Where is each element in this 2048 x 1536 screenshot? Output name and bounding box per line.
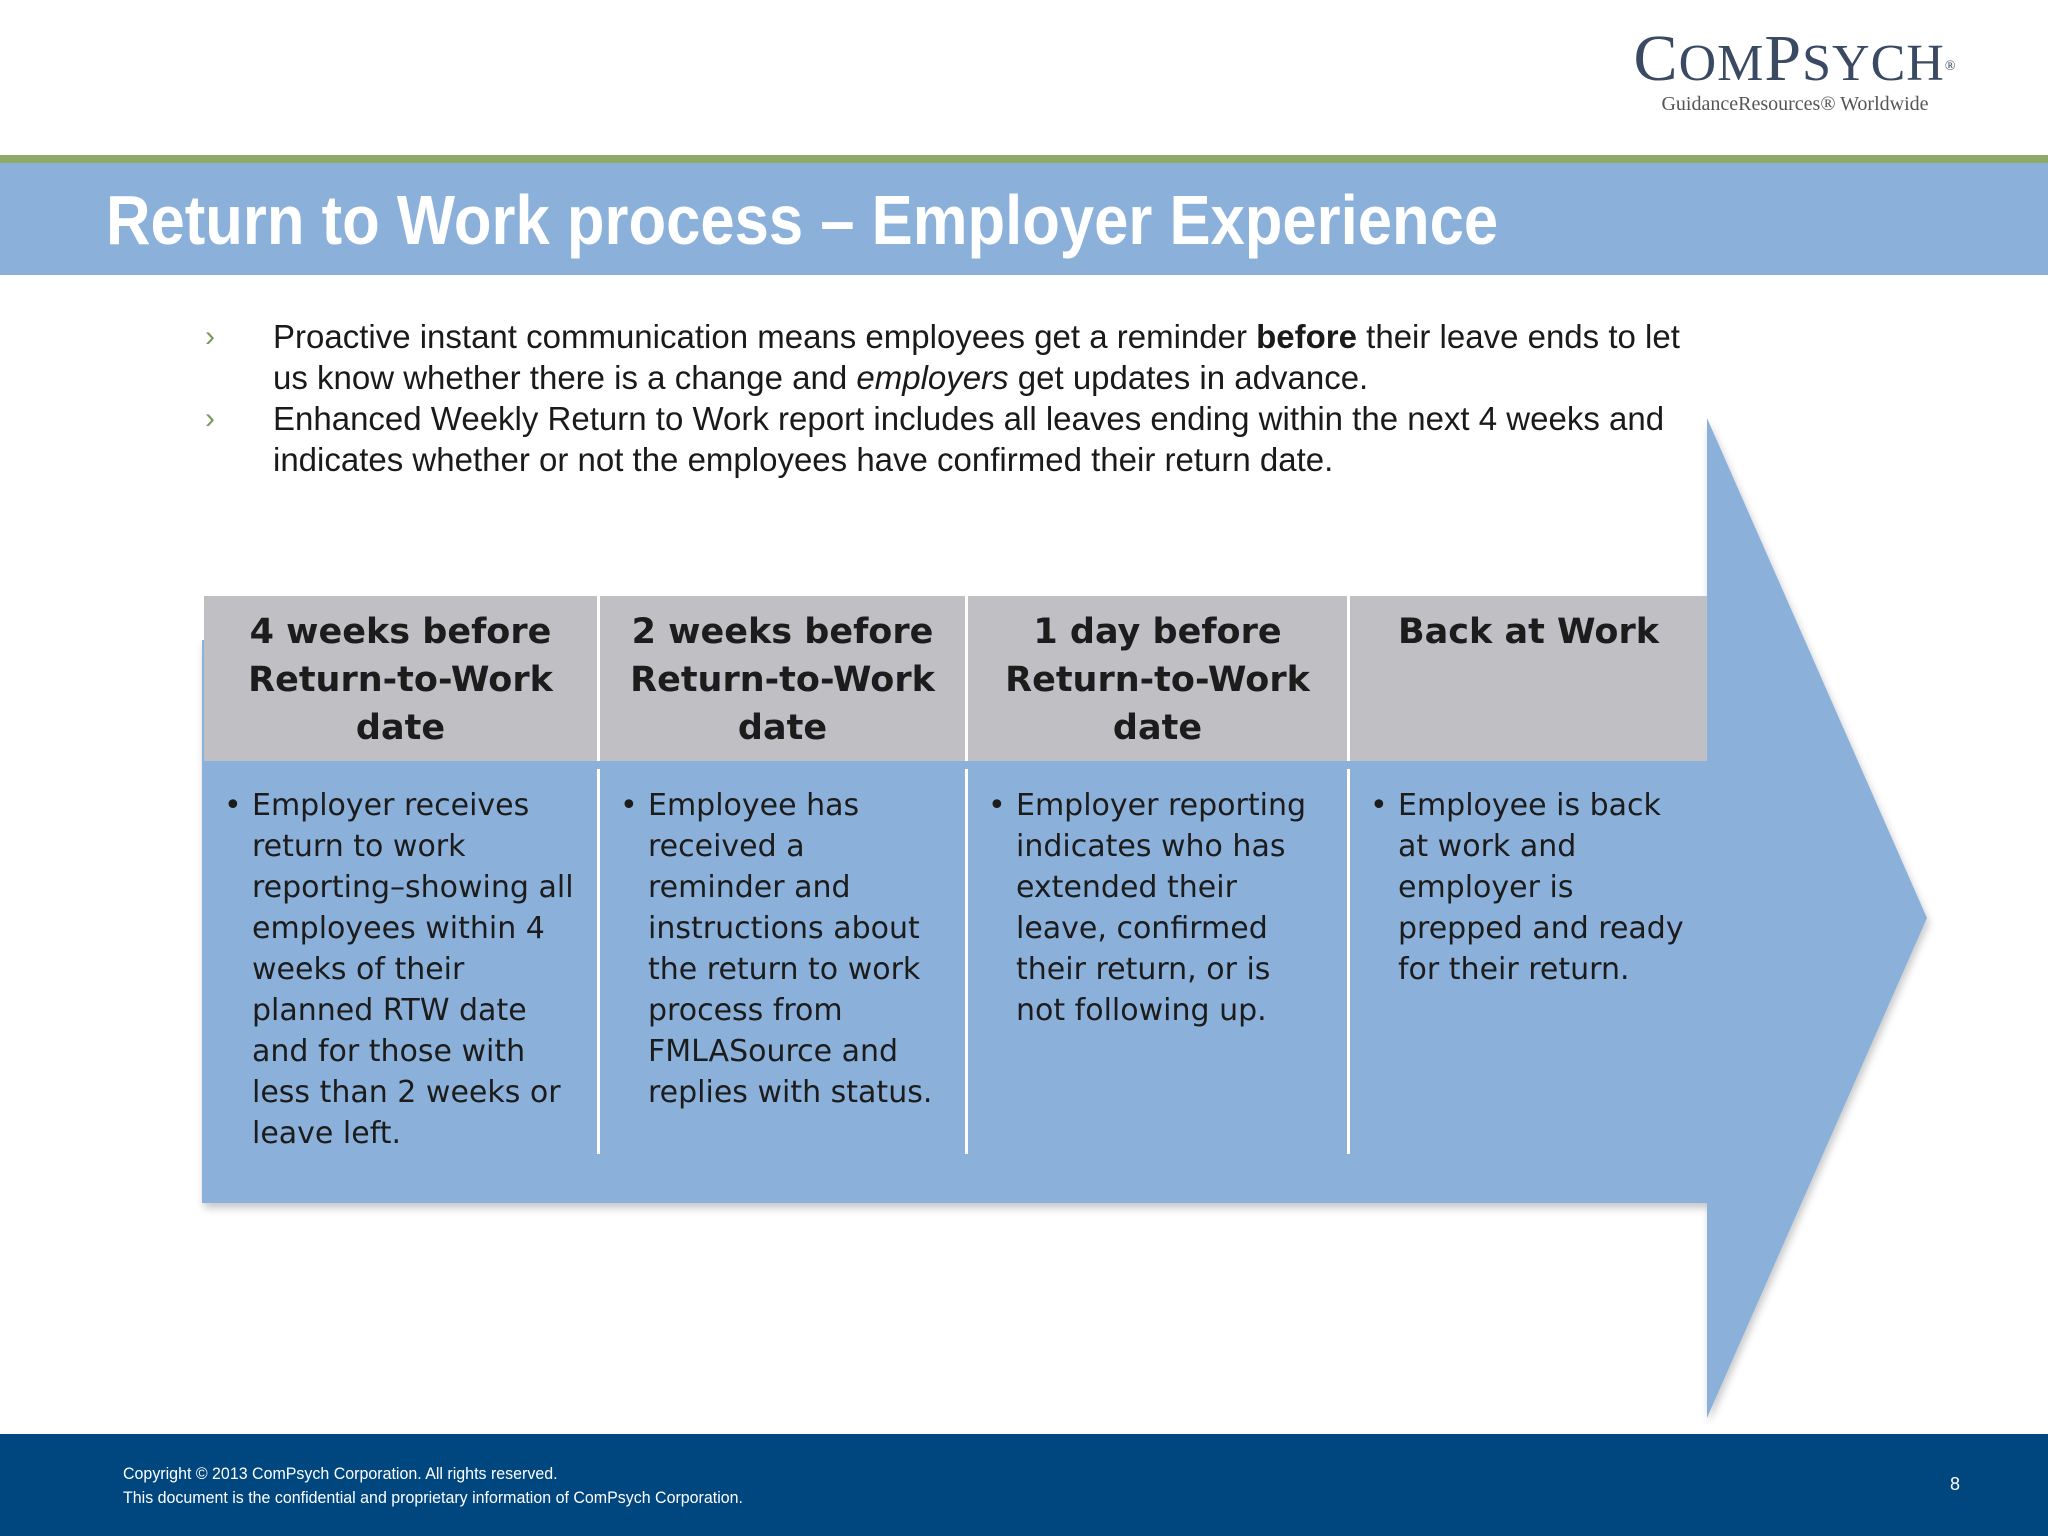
slide-title: Return to Work process – Employer Experience: [106, 181, 1499, 259]
bullet-dot-icon: •: [620, 788, 638, 823]
chevron-bullet-icon: ›: [205, 402, 215, 435]
stage-body-1: • Employer receives return to work reporting–showing all employees within 4 weeks of their planned RTW date and for those with less than 2 weeks or leave left.: [204, 769, 597, 1154]
stage-body-4: • Employee is back at work and employer is prepped and ready for their return.: [1347, 769, 1707, 1154]
chevron-bullet-icon: ›: [205, 320, 215, 353]
stage-body-row: [204, 761, 1707, 1154]
intro-bullet-2: › Enhanced Weekly Return to Work report includes all leaves ending within the next 4 weeks and indicates whether or not the employees have confirmed their return date.: [205, 400, 1665, 478]
stage-header-3: 1 day before Return-to-Work date: [965, 596, 1347, 761]
confidentiality-line: This document is the confidential and proprietary information of ComPsych Corporation.: [123, 1488, 743, 1507]
stage-header-2: 2 weeks before Return-to-Work date: [597, 596, 965, 761]
stage-header-4: Back at Work: [1347, 596, 1707, 761]
stage-header-1: 4 weeks before Return-to-Work date: [204, 596, 597, 761]
emphasis-before: before: [1256, 318, 1357, 355]
process-table: [204, 596, 1707, 1154]
bullet-dot-icon: •: [1370, 788, 1388, 823]
stage-body-2: • Employee has received a reminder and instructions about the return to work process from FMLASource and replies with status.: [597, 769, 965, 1154]
logo-tagline: GuidanceResources® Worldwide: [1661, 93, 1929, 115]
stage-header-row: [204, 596, 1707, 761]
bullet-dot-icon: •: [988, 788, 1006, 823]
logo-wordmark: COMPSYCH®: [1633, 22, 1957, 95]
bullet-dot-icon: •: [224, 788, 242, 823]
intro-bullet-1: › Proactive instant communication means employees get a reminder before their leave ends to let us know whether there is a change and employers get updates in advance.: [205, 318, 1680, 396]
stage-body-3: • Employer reporting indicates who has extended their leave, confirmed their return, or is not following up.: [965, 769, 1347, 1154]
emphasis-employers: employers: [856, 359, 1009, 396]
footer-copyright: [123, 1462, 743, 1510]
copyright-line: Copyright © 2013 ComPsych Corporation. All rights reserved.: [123, 1464, 558, 1483]
page-number: 8: [1950, 1474, 1961, 1494]
